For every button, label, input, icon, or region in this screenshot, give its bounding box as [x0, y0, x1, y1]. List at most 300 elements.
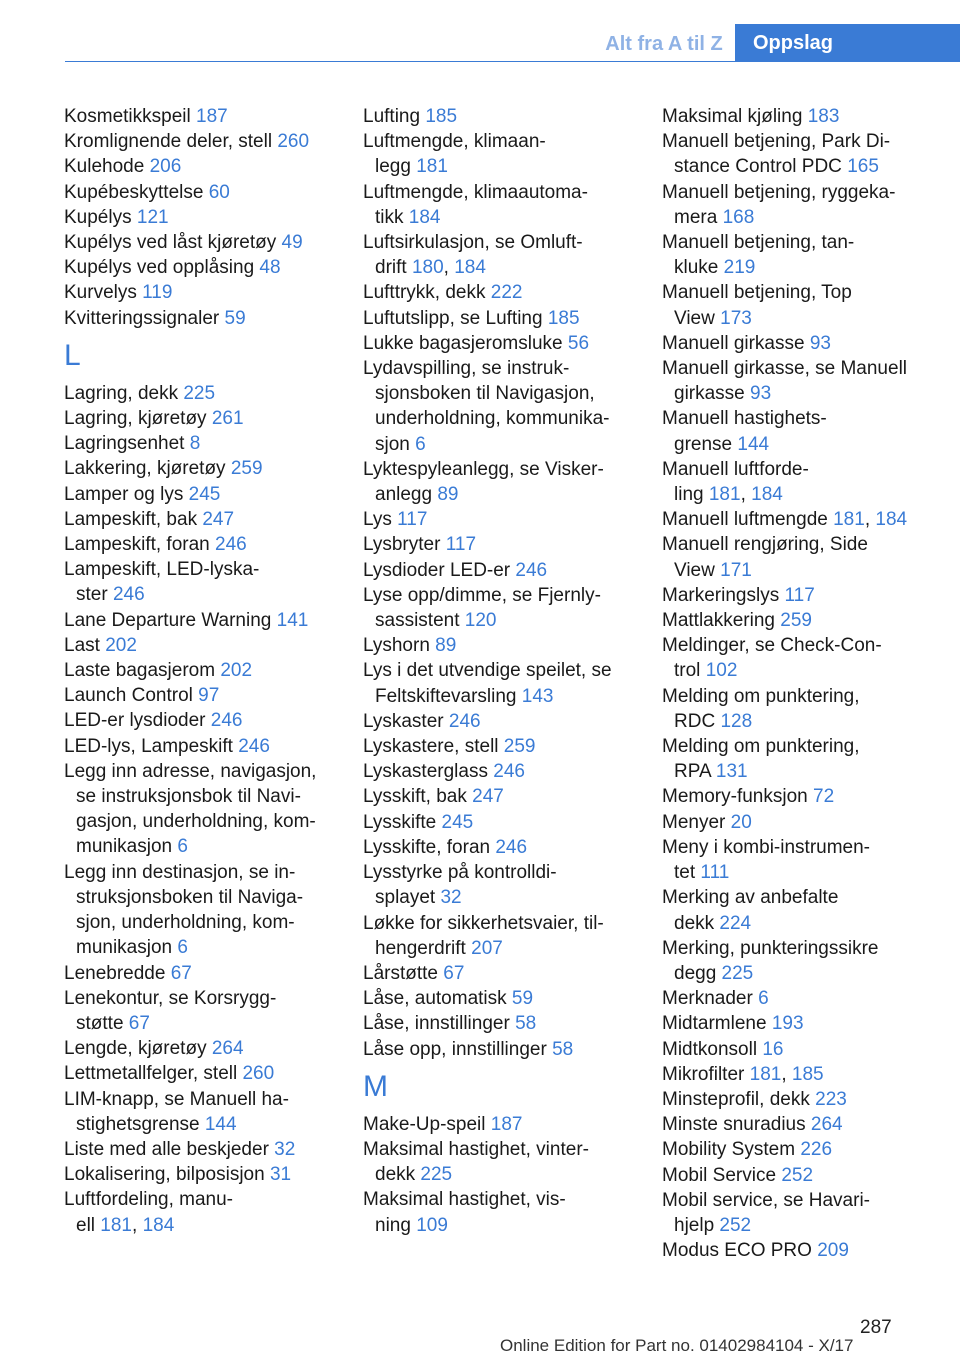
index-entry-text: Lydavspilling, se instruk-	[363, 358, 570, 380]
index-entry	[662, 356, 960, 406]
page-reference-link[interactable]: 6	[415, 433, 426, 455]
index-entry	[64, 129, 344, 154]
index-entry-text: Menyer	[662, 811, 731, 833]
page-reference-link[interactable]: 117	[445, 534, 477, 556]
page-reference-link[interactable]: 184	[454, 257, 486, 279]
index-entry-text: Lettmetallfelger, stell	[64, 1063, 243, 1085]
page-reference-link[interactable]: 264	[211, 1038, 244, 1060]
index-entry	[64, 608, 344, 633]
index-entry-text: LED-lys, Lampeskift	[64, 735, 239, 757]
index-entry-text: Feltskiftevarsling	[375, 685, 522, 707]
index-entry	[363, 1112, 643, 1137]
page-reference-link[interactable]: 6	[177, 836, 188, 858]
index-entry-text: mera	[674, 206, 723, 228]
index-entry-text: Launch Control	[64, 685, 199, 707]
index-entry: Luftsirkulasjon, se Omluft- drift 180, 184	[363, 232, 583, 279]
index-entry-text: Last	[64, 634, 106, 656]
index-entry-text: LIM-knapp, se Manuell ha-	[64, 1088, 289, 1110]
page-reference-link[interactable]: 97	[198, 685, 220, 707]
index-entry-text: stighetsgrense	[76, 1113, 205, 1135]
index-entry-text: Lyshorn	[363, 635, 436, 657]
index-entry	[64, 1061, 344, 1086]
page-reference-link[interactable]: 185	[425, 106, 458, 127]
index-entry	[662, 230, 960, 280]
index-entry-text: Legg inn adresse, navigasjon,	[64, 760, 317, 782]
index-entry-text: Kvitteringssignaler	[64, 307, 225, 329]
edition-footer: Online Edition for Part no. 01402984104 - X/17	[500, 1336, 854, 1355]
index-entry-text: Låse opp, innstillinger	[363, 1038, 553, 1060]
index-entry-text: Lysstyrke på kontrolldi-	[363, 862, 557, 884]
index-entry: Manuell luftmengde 181, 184	[662, 509, 908, 531]
page-reference-link[interactable]: 93	[809, 332, 831, 354]
index-entry-text: Merking, punkteringssikre	[662, 937, 879, 959]
page-reference-link[interactable]: 128	[720, 710, 753, 732]
page-reference-link[interactable]: 141	[276, 609, 309, 631]
index-entry-text: Maksimal hastighet, vinter-	[363, 1138, 589, 1160]
index-entry-text: Luftmengde, klimaan-	[363, 131, 546, 153]
index-entry	[363, 1011, 643, 1036]
index-entry	[363, 633, 643, 658]
index-entry-text: Lagring, kjøretøy	[64, 408, 212, 430]
index-entry	[363, 1037, 643, 1062]
page-reference-link[interactable]: 111	[700, 862, 730, 884]
page-reference-link[interactable]: 252	[719, 1214, 752, 1236]
page-reference-link[interactable]: 184	[875, 509, 908, 531]
page-reference-link[interactable]: 181	[708, 484, 741, 506]
index-entry-text: RPA	[674, 761, 716, 783]
page-reference-link[interactable]: 6	[177, 937, 188, 959]
page-reference-link[interactable]: 93	[750, 383, 772, 405]
page-reference-link[interactable]: 144	[204, 1113, 237, 1135]
index-entry	[64, 482, 344, 507]
page-reference-link[interactable]: 181	[833, 509, 865, 531]
index-entry-text: Lufttrykk, dekk	[363, 282, 491, 304]
index-entry-text: Merking av anbefalte	[662, 887, 839, 909]
page-reference-link[interactable]: 102	[705, 660, 738, 682]
page-reference-link[interactable]: 8	[189, 433, 201, 455]
index-entry	[363, 457, 643, 507]
index-entry	[363, 658, 643, 708]
page-reference-link[interactable]: 120	[464, 610, 497, 632]
index-entry-text: Manuell girkasse	[662, 332, 810, 354]
index-entry-text: View	[674, 307, 721, 329]
index-entry-text: Midtarmlene	[662, 1013, 772, 1035]
page-reference-link[interactable]: 222	[490, 282, 523, 304]
page-reference-link[interactable]: 72	[813, 786, 835, 808]
page-reference-link[interactable]: 252	[781, 1164, 814, 1186]
page-reference-link[interactable]: 246	[215, 534, 247, 556]
index-entry-text: ell	[76, 1214, 101, 1236]
page-reference-link[interactable]: 246	[493, 761, 525, 783]
index-entry-text: Luftutslipp, se Lufting	[363, 307, 548, 329]
index-entry	[662, 129, 960, 179]
index-entry-text: Lufting	[363, 106, 426, 127]
index-entry	[64, 306, 344, 331]
index-entry-text: sjonsboken til Navigasjon,	[375, 383, 595, 405]
page-reference-link[interactable]: 219	[723, 257, 756, 279]
index-entry-text: Lyse opp/dimme, se Fjernly-	[363, 584, 601, 606]
index-entry	[662, 885, 960, 935]
index-entry-text: Mobil service, se Havari-	[662, 1189, 870, 1211]
index-entry	[363, 734, 643, 759]
page-reference-link[interactable]: 58	[515, 1013, 537, 1035]
index-entry-text: Midtkonsoll	[662, 1038, 763, 1060]
index-entry	[662, 532, 960, 582]
index-entry	[363, 709, 643, 734]
page-reference-link[interactable]: 184	[408, 206, 441, 228]
index-entry	[64, 381, 344, 406]
index-entry	[64, 280, 344, 305]
index-entry-text: Luftfordeling, manu-	[64, 1189, 233, 1211]
page-reference-link[interactable]: 246	[448, 710, 481, 732]
index-entry-text: Kupélys ved opplåsing	[64, 257, 260, 279]
index-entry-text: RDC	[674, 710, 721, 732]
index-entry-text: Lampeskift, bak	[64, 508, 203, 530]
page-reference-link[interactable]: 117	[784, 584, 815, 606]
page-reference-link[interactable]: 180	[411, 257, 444, 279]
page-reference-link[interactable]: 223	[815, 1088, 847, 1110]
index-entry-text: sjon	[375, 433, 416, 455]
index-letter-heading: L	[64, 338, 81, 372]
index-entry-text: kluke	[674, 257, 724, 279]
index-entry	[363, 759, 643, 784]
index-entry-text: Låse, automatisk	[363, 988, 512, 1010]
index-entry-text: sassistent	[375, 610, 465, 632]
page-reference-link[interactable]: 185	[791, 1063, 824, 1085]
index-entry	[662, 180, 960, 230]
index-entry-text: munikasjon	[76, 937, 178, 959]
page-reference-link[interactable]: 246	[238, 735, 270, 757]
index-entry	[662, 608, 960, 633]
index-entry	[662, 1037, 960, 1062]
index-entry-text: Minsteprofil, dekk	[662, 1088, 816, 1110]
index-entry	[662, 280, 960, 330]
index-entry	[64, 1036, 344, 1061]
page-reference-link[interactable]: 259	[780, 610, 812, 632]
index-entry	[662, 1188, 960, 1238]
index-entry	[64, 406, 344, 431]
index-entry-text: Maksimal kjøling	[662, 106, 808, 127]
page-reference-link[interactable]: 131	[715, 761, 748, 783]
header-tab-label: Oppslag	[735, 24, 960, 61]
index-entry-text: Lysskifte	[363, 811, 442, 833]
index-entry-text: Mobility System	[662, 1139, 801, 1161]
index-entry	[662, 835, 960, 885]
page-reference-link[interactable]: 20	[730, 811, 752, 833]
index-entry-text: Mobil Service	[662, 1164, 782, 1186]
page-reference-link[interactable]: 225	[183, 382, 216, 404]
index-entry-text: Lakkering, kjøretøy	[64, 458, 231, 480]
index-entry-text: se instruksjonsbok til Navi-	[76, 786, 301, 808]
page-reference-link[interactable]: 207	[471, 937, 503, 959]
index-letter-heading: M	[363, 1069, 388, 1103]
index-entry-text: underholdning, kommunika-	[375, 408, 610, 430]
index-entry	[64, 431, 344, 456]
index-entry	[64, 658, 344, 683]
page-reference-link[interactable]: 67	[170, 962, 192, 984]
index-entry	[64, 532, 344, 557]
index-entry-text: Melding om punktering,	[662, 736, 860, 758]
index-entry	[363, 810, 643, 835]
page-reference-link[interactable]: 260	[277, 131, 310, 153]
index-entry	[363, 583, 643, 633]
page-reference-link[interactable]: 31	[269, 1164, 292, 1186]
page-reference-link[interactable]: 144	[737, 433, 770, 455]
page-reference-link[interactable]: 247	[202, 508, 235, 530]
page-reference-link[interactable]: 117	[397, 509, 428, 531]
index-entry: Luftfordeling, manu- ell 181, 184	[64, 1189, 233, 1236]
page-reference-link[interactable]: 89	[435, 635, 457, 657]
index-entry	[64, 734, 344, 759]
index-entry	[64, 154, 344, 179]
index-entry-text: Meldinger, se Check-Con-	[662, 635, 882, 657]
index-entry	[363, 180, 643, 230]
index-entry	[363, 280, 643, 305]
index-entry-text: Låse, innstillinger	[363, 1013, 516, 1035]
index-entry	[662, 1163, 960, 1188]
index-entry-text: hjelp	[674, 1214, 720, 1236]
index-entry	[64, 1137, 344, 1162]
index-entry-text: Kulehode	[64, 156, 150, 178]
page-reference-link[interactable]: 32	[440, 887, 462, 909]
page-reference-link[interactable]: 187	[490, 1113, 523, 1135]
index-entry	[662, 633, 960, 683]
index-entry-text: Maksimal hastighet, vis-	[363, 1189, 566, 1211]
index-entry-text: Lampeskift, LED-lyska-	[64, 559, 260, 581]
index-entry-text: Liste med alle beskjeder	[64, 1138, 275, 1160]
index-entry-text: Lengde, kjøretøy	[64, 1038, 212, 1060]
index-entry-text: Laste bagasjerom	[64, 660, 221, 682]
page-reference-link[interactable]: 58	[552, 1038, 574, 1060]
index-entry	[363, 532, 643, 557]
page-reference-link[interactable]: 247	[472, 786, 504, 808]
page-reference-link[interactable]: 168	[722, 206, 755, 228]
page-reference-link[interactable]: 119	[142, 282, 173, 304]
index-entry	[662, 1011, 960, 1036]
index-entry	[64, 860, 344, 961]
page-reference-link[interactable]: 185	[547, 307, 580, 329]
index-entry	[363, 835, 643, 860]
page-reference-link[interactable]: 67	[128, 1012, 150, 1034]
index-entry	[363, 860, 643, 910]
page-reference-link[interactable]: 181	[416, 156, 448, 178]
index-entry-text: Lyskaster	[363, 710, 449, 732]
index-entry-text: splayet	[375, 887, 441, 909]
index-entry-text: anlegg	[375, 484, 438, 506]
page-reference-link[interactable]: 56	[567, 332, 590, 354]
index-entry-text: Manuell luftforde-	[662, 458, 809, 480]
index-entry-text: Markeringslys	[662, 584, 785, 606]
index-entry-text: Manuell girkasse, se Manuell	[662, 358, 908, 380]
index-entry-text: Modus ECO PRO	[662, 1240, 818, 1262]
index-entry	[363, 356, 643, 457]
index-entry-text: munikasjon	[76, 836, 178, 858]
page-reference-link[interactable]: 173	[720, 307, 752, 329]
index-entry-text: Luftmengde, klimaautoma-	[363, 181, 588, 203]
page-reference-link[interactable]: 193	[771, 1013, 804, 1035]
page-reference-link[interactable]: 16	[762, 1038, 784, 1060]
index-entry-text: Lårstøtte	[363, 962, 444, 984]
index-entry-text: Kupébeskyttelse	[64, 181, 209, 203]
index-entry-text: gasjon, underholdning, kom-	[76, 811, 316, 833]
page-reference-link[interactable]: 260	[242, 1063, 275, 1085]
page-reference-link[interactable]: 171	[720, 559, 752, 581]
index-entry-text: Løkke for sikkerhetsvaier, til-	[363, 912, 604, 934]
page-reference-link[interactable]: 246	[515, 559, 548, 581]
index-entry	[662, 104, 960, 129]
index-entry-text: Manuell betjening, ryggeka-	[662, 181, 896, 203]
index-entry	[363, 986, 643, 1011]
page-reference-link[interactable]: 181	[749, 1063, 782, 1085]
page-reference-link[interactable]: 225	[721, 962, 754, 984]
page-reference-link[interactable]: 246	[112, 584, 145, 606]
index-entry-text: dekk	[375, 1164, 421, 1186]
index-entry-text: Kurvelys	[64, 282, 143, 304]
index-entry	[363, 961, 643, 986]
page-reference-link[interactable]: 209	[817, 1240, 849, 1262]
index-entry	[363, 331, 643, 356]
page-reference-link[interactable]: 48	[259, 257, 281, 279]
index-entry-text: Lys i det utvendige speilet, se	[363, 660, 612, 682]
index-entry-text: Lysskifte, foran	[363, 836, 496, 858]
page-reference-link[interactable]: 143	[521, 685, 554, 707]
page-reference-link[interactable]: 259	[230, 458, 263, 480]
page-reference-link[interactable]: 183	[807, 106, 840, 127]
page-reference-link[interactable]: 261	[211, 408, 244, 430]
index-entry-text: Kupélys	[64, 206, 137, 228]
index-entry	[64, 986, 344, 1036]
page-reference-link[interactable]: 121	[136, 206, 169, 228]
page-reference-link[interactable]: 202	[105, 634, 137, 656]
page-reference-link[interactable]: 245	[441, 811, 474, 833]
page-reference-link[interactable]: 181	[100, 1214, 132, 1236]
index-entry	[662, 810, 960, 835]
index-entry-text: Luftsirkulasjon, se Omluft-	[363, 232, 583, 254]
index-entry	[363, 129, 643, 179]
index-entry-text: Kosmetikkspeil	[64, 106, 196, 127]
index-entry	[64, 180, 344, 205]
index-entry-text: Lyskasterglass	[363, 761, 494, 783]
page-reference-link[interactable]: 206	[149, 156, 182, 178]
index-entry-text: Lenebredde	[64, 962, 171, 984]
page-reference-link[interactable]: 165	[847, 156, 879, 178]
page-number: 287	[860, 1317, 892, 1338]
page-reference-link[interactable]: 59	[511, 988, 534, 1010]
index-entry	[64, 1087, 344, 1137]
index-entry	[363, 558, 643, 583]
index-entry-text: tikk	[375, 206, 409, 228]
index-entry-text: girkasse	[674, 383, 751, 405]
index-entry	[363, 104, 643, 129]
page-reference-link[interactable]: 184	[751, 484, 783, 506]
header-section-label: Alt fra A til Z	[605, 33, 723, 55]
page-reference-link[interactable]: 246	[495, 836, 528, 858]
index-entry-text: Melding om punktering,	[662, 685, 860, 707]
page-reference-link[interactable]: 109	[416, 1214, 448, 1236]
index-entry-text: Lamper og lys	[64, 483, 189, 505]
index-entry-text: legg	[375, 156, 417, 178]
index-entry-text: sjon, underholdning, kom-	[76, 912, 295, 934]
index-entry	[363, 306, 643, 331]
index-entry	[662, 784, 960, 809]
index-entry	[64, 255, 344, 280]
index-entry-text: Manuell luftmengde	[662, 509, 834, 531]
index-entry	[64, 557, 344, 607]
page-reference-link[interactable]: 59	[224, 307, 246, 329]
index-entry-text: Manuell betjening, Top	[662, 282, 852, 304]
index-entry-text: Meny i kombi-instrumen-	[662, 836, 870, 858]
index-entry	[64, 104, 344, 129]
page-reference-link[interactable]: 60	[208, 181, 230, 203]
index-entry-text: Lagring, dekk	[64, 382, 184, 404]
index-entry-text: støtte	[76, 1012, 129, 1034]
index-entry	[64, 683, 344, 708]
page-reference-link[interactable]: 246	[210, 710, 243, 732]
index-entry	[662, 986, 960, 1011]
index-entry	[64, 633, 344, 658]
index-entry	[662, 734, 960, 784]
index-column-3	[662, 104, 960, 1263]
index-entry-text: LED-er lysdioder	[64, 710, 211, 732]
page-reference-link[interactable]: 6	[758, 988, 769, 1010]
index-entry-text: Manuell hastighets-	[662, 408, 827, 430]
page-reference-link[interactable]: 245	[188, 483, 221, 505]
index-entry	[662, 1238, 960, 1263]
index-entry-text: Lyktespyleanlegg, se Visker-	[363, 458, 604, 480]
index-entry-text: ster	[76, 584, 113, 606]
index-entry	[64, 759, 344, 860]
index-entry-text: trol	[674, 660, 706, 682]
index-entry	[64, 205, 344, 230]
page-reference-link[interactable]: 224	[719, 912, 752, 934]
index-column-1	[64, 104, 344, 1238]
index-entry	[662, 1112, 960, 1137]
page-reference-link[interactable]: 67	[443, 962, 465, 984]
index-entry	[64, 507, 344, 532]
index-entry	[363, 784, 643, 809]
page-reference-link[interactable]: 32	[274, 1138, 296, 1160]
page-reference-link[interactable]: 225	[420, 1164, 453, 1186]
page-reference-link[interactable]: 89	[437, 484, 459, 506]
index-column-2	[363, 104, 643, 1238]
page-reference-link[interactable]: 184	[142, 1214, 175, 1236]
index-entry	[64, 961, 344, 986]
index-entry-text: Lenekontur, se Korsrygg-	[64, 987, 277, 1009]
page-reference-link[interactable]: 226	[800, 1139, 833, 1161]
index-entry	[363, 507, 643, 532]
index-entry-text: stance Control PDC	[674, 156, 848, 178]
page-reference-link[interactable]: 49	[281, 232, 303, 254]
index-entry-text: View	[674, 559, 721, 581]
index-entry-text: struksjonsboken til Naviga-	[76, 886, 304, 908]
index-entry-text: Manuell betjening, Park Di-	[662, 131, 891, 153]
page-reference-link[interactable]: 264	[810, 1114, 843, 1136]
page-reference-link[interactable]: 187	[196, 106, 228, 127]
index-entry-text: Manuell betjening, tan-	[662, 232, 855, 254]
index-entry	[64, 708, 344, 733]
index-entry-text: Lagringsenhet	[64, 433, 190, 455]
index-entry	[363, 1137, 643, 1187]
page-reference-link[interactable]: 259	[503, 736, 536, 758]
index-entry	[64, 1162, 344, 1187]
index-entry-text: Lys	[363, 509, 398, 531]
index-entry-text: Lysskift, bak	[363, 786, 473, 808]
index-entry-text: grense	[674, 433, 738, 455]
index-entry-text: Lane Departure Warning	[64, 609, 277, 631]
index-entry-text: Mikrofilter	[662, 1063, 750, 1085]
page-reference-link[interactable]: 202	[220, 660, 253, 682]
index-entry: Manuell luftforde- ling 181, 184	[662, 458, 809, 506]
